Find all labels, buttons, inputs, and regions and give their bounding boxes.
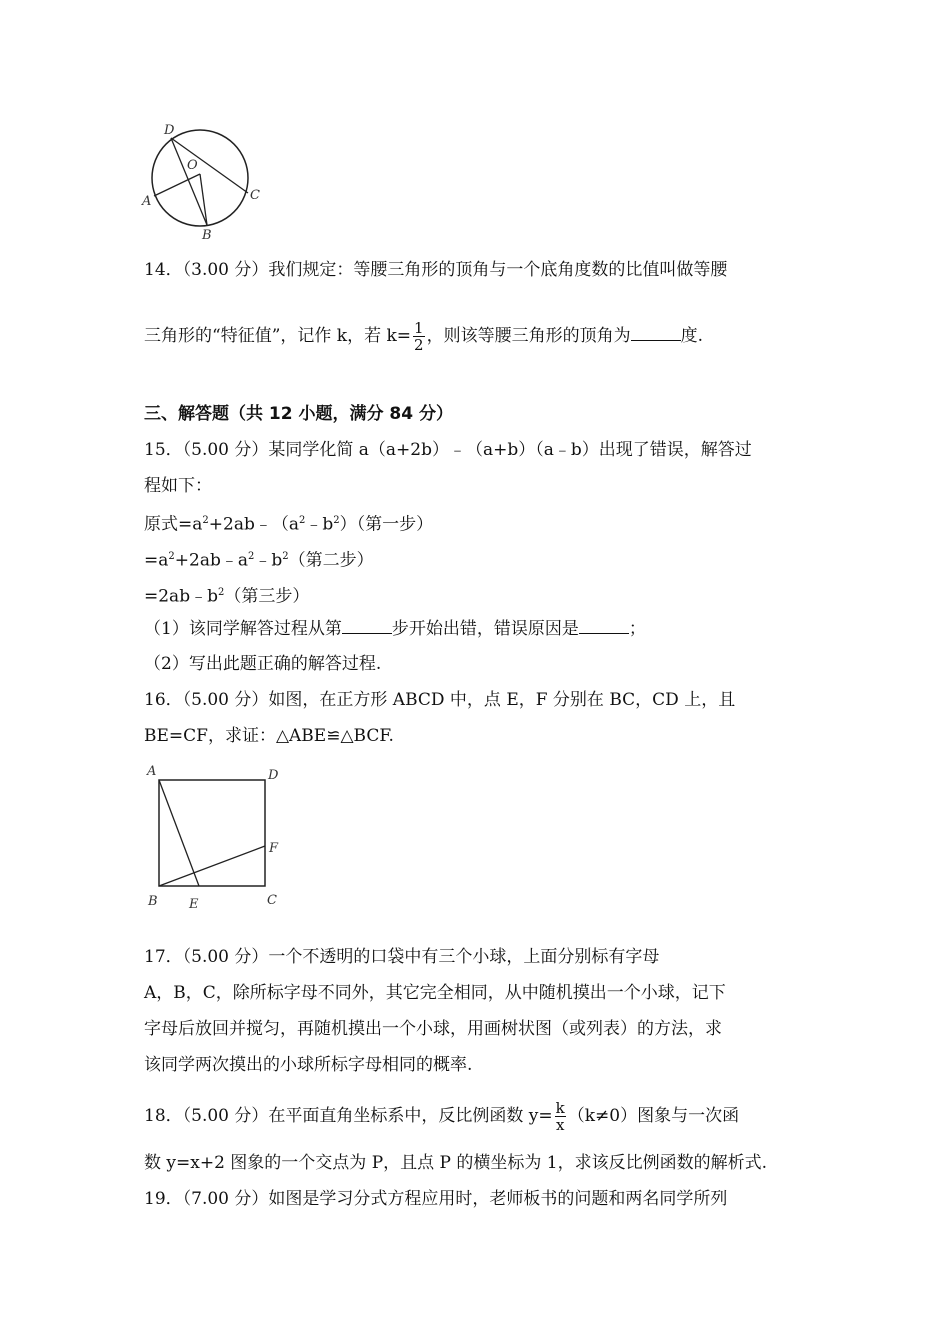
circle-figure	[138, 118, 268, 246]
q17-line2: A，B，C，除所标字母不同外，其它完全相同，从中随机摸出一个小球，记下	[144, 983, 726, 1003]
q15-sub2: （2）写出此题正确的解答过程.	[144, 654, 382, 674]
q15-step1-post: ）（第一步）	[339, 514, 434, 535]
q15-blank-step	[342, 617, 392, 634]
sup: 2	[217, 587, 225, 598]
sup: 2	[202, 515, 209, 526]
q15-step2-mid: +2ab﹣a	[174, 550, 248, 571]
q14-line2	[144, 320, 703, 353]
q15-step2-pre: =a	[144, 550, 169, 571]
label-E: E	[189, 897, 199, 912]
label-D: D	[268, 768, 279, 783]
q14-line2-end: 度.	[680, 326, 703, 346]
label-D: D	[164, 123, 175, 138]
q14-line2-post: ，则该等腰三角形的顶角为	[426, 326, 631, 346]
q18-fraction	[555, 1100, 566, 1133]
q14-line1: 14．（3.00 分）我们规定：等腰三角形的顶角与一个底角度数的比值叫做等腰	[144, 260, 728, 280]
q15-step2-post: （第二步）	[288, 550, 374, 571]
q15-step1-mid: +2ab﹣（a	[208, 514, 299, 535]
q17-line3: 字母后放回并搅匀，再随机摸出一个小球，用画树状图（或列表）的方法，求	[144, 1019, 722, 1039]
q15-blank-reason	[579, 617, 629, 634]
q17-line4: 该同学两次摸出的小球所标字母相同的概率.	[144, 1055, 473, 1075]
q18-frac-num: k	[555, 1099, 565, 1117]
q18-frac-den: x	[555, 1116, 565, 1134]
q15-step2-mid2: ﹣b	[254, 550, 283, 571]
q15-sub1-pre: （1）该同学解答过程从第	[144, 619, 342, 639]
section-title: 三、解答题（共 12 小题，满分 84 分）	[144, 404, 453, 424]
q19-line1: 19．（7.00 分）如图是学习分式方程应用时，老师板书的问题和两名同学所列	[144, 1189, 728, 1209]
label-B: B	[202, 228, 212, 243]
label-C: C	[250, 188, 260, 203]
q15-step3	[144, 581, 309, 609]
label-A: A	[142, 194, 152, 209]
q15-sub1-mid: 步开始出错，错误原因是	[391, 619, 579, 639]
label-O: O	[187, 158, 198, 173]
sup: 2	[333, 515, 340, 526]
q18-line1-post: （k≠0）图象与一次函	[567, 1106, 740, 1126]
q15-sub1-end: ；	[628, 619, 646, 639]
label-F: F	[269, 841, 279, 856]
q18-line1	[144, 1100, 739, 1133]
q14-answer-blank	[631, 324, 681, 341]
sup: 2	[298, 515, 306, 526]
q16-line1: 16．（5.00 分）如图，在正方形 ABCD 中，点 E，F 分别在 BC，CD 上，且	[144, 690, 736, 710]
q15-step1-pre: 原式=a	[144, 514, 203, 535]
sup: 2	[168, 551, 175, 562]
square-figure	[142, 760, 292, 912]
label-C: C	[267, 893, 277, 908]
label-A: A	[147, 764, 157, 779]
label-B: B	[148, 894, 158, 909]
q17-line1: 17．（5.00 分）一个不透明的口袋中有三个小球，上面分别标有字母	[144, 947, 660, 967]
q18-line1-pre: 18．（5.00 分）在平面直角坐标系中，反比例函数 y=	[144, 1106, 553, 1126]
q18-line2: 数 y=x+2 图象的一个交点为 P，且点 P 的横坐标为 1，求该反比例函数的解析式.	[144, 1153, 768, 1173]
q15-line1: 15．（5.00 分）某同学化简 a（a+2b）﹣（a+b）（a﹣b）出现了错误，解答过	[144, 440, 752, 460]
q15-line2: 程如下：	[144, 476, 212, 496]
q15-step2	[144, 545, 374, 573]
q14-fraction	[413, 320, 425, 353]
q14-frac-num: 1	[414, 319, 424, 337]
sup: 2	[247, 551, 255, 562]
q15-sub1	[144, 617, 646, 641]
q14-frac-den: 2	[414, 336, 424, 354]
sup: 2	[282, 551, 289, 562]
q15-step1-mid2: ﹣b	[305, 514, 334, 535]
q14-line2-pre: 三角形的“特征值”，记作 k，若 k=	[144, 326, 412, 346]
q16-line2: BE=CF，求证：△ABE≌△BCF.	[144, 726, 394, 746]
q15-step3-pre: =2ab﹣b	[144, 586, 218, 607]
q15-step3-post: （第三步）	[224, 586, 310, 607]
q15-step1	[144, 509, 433, 537]
